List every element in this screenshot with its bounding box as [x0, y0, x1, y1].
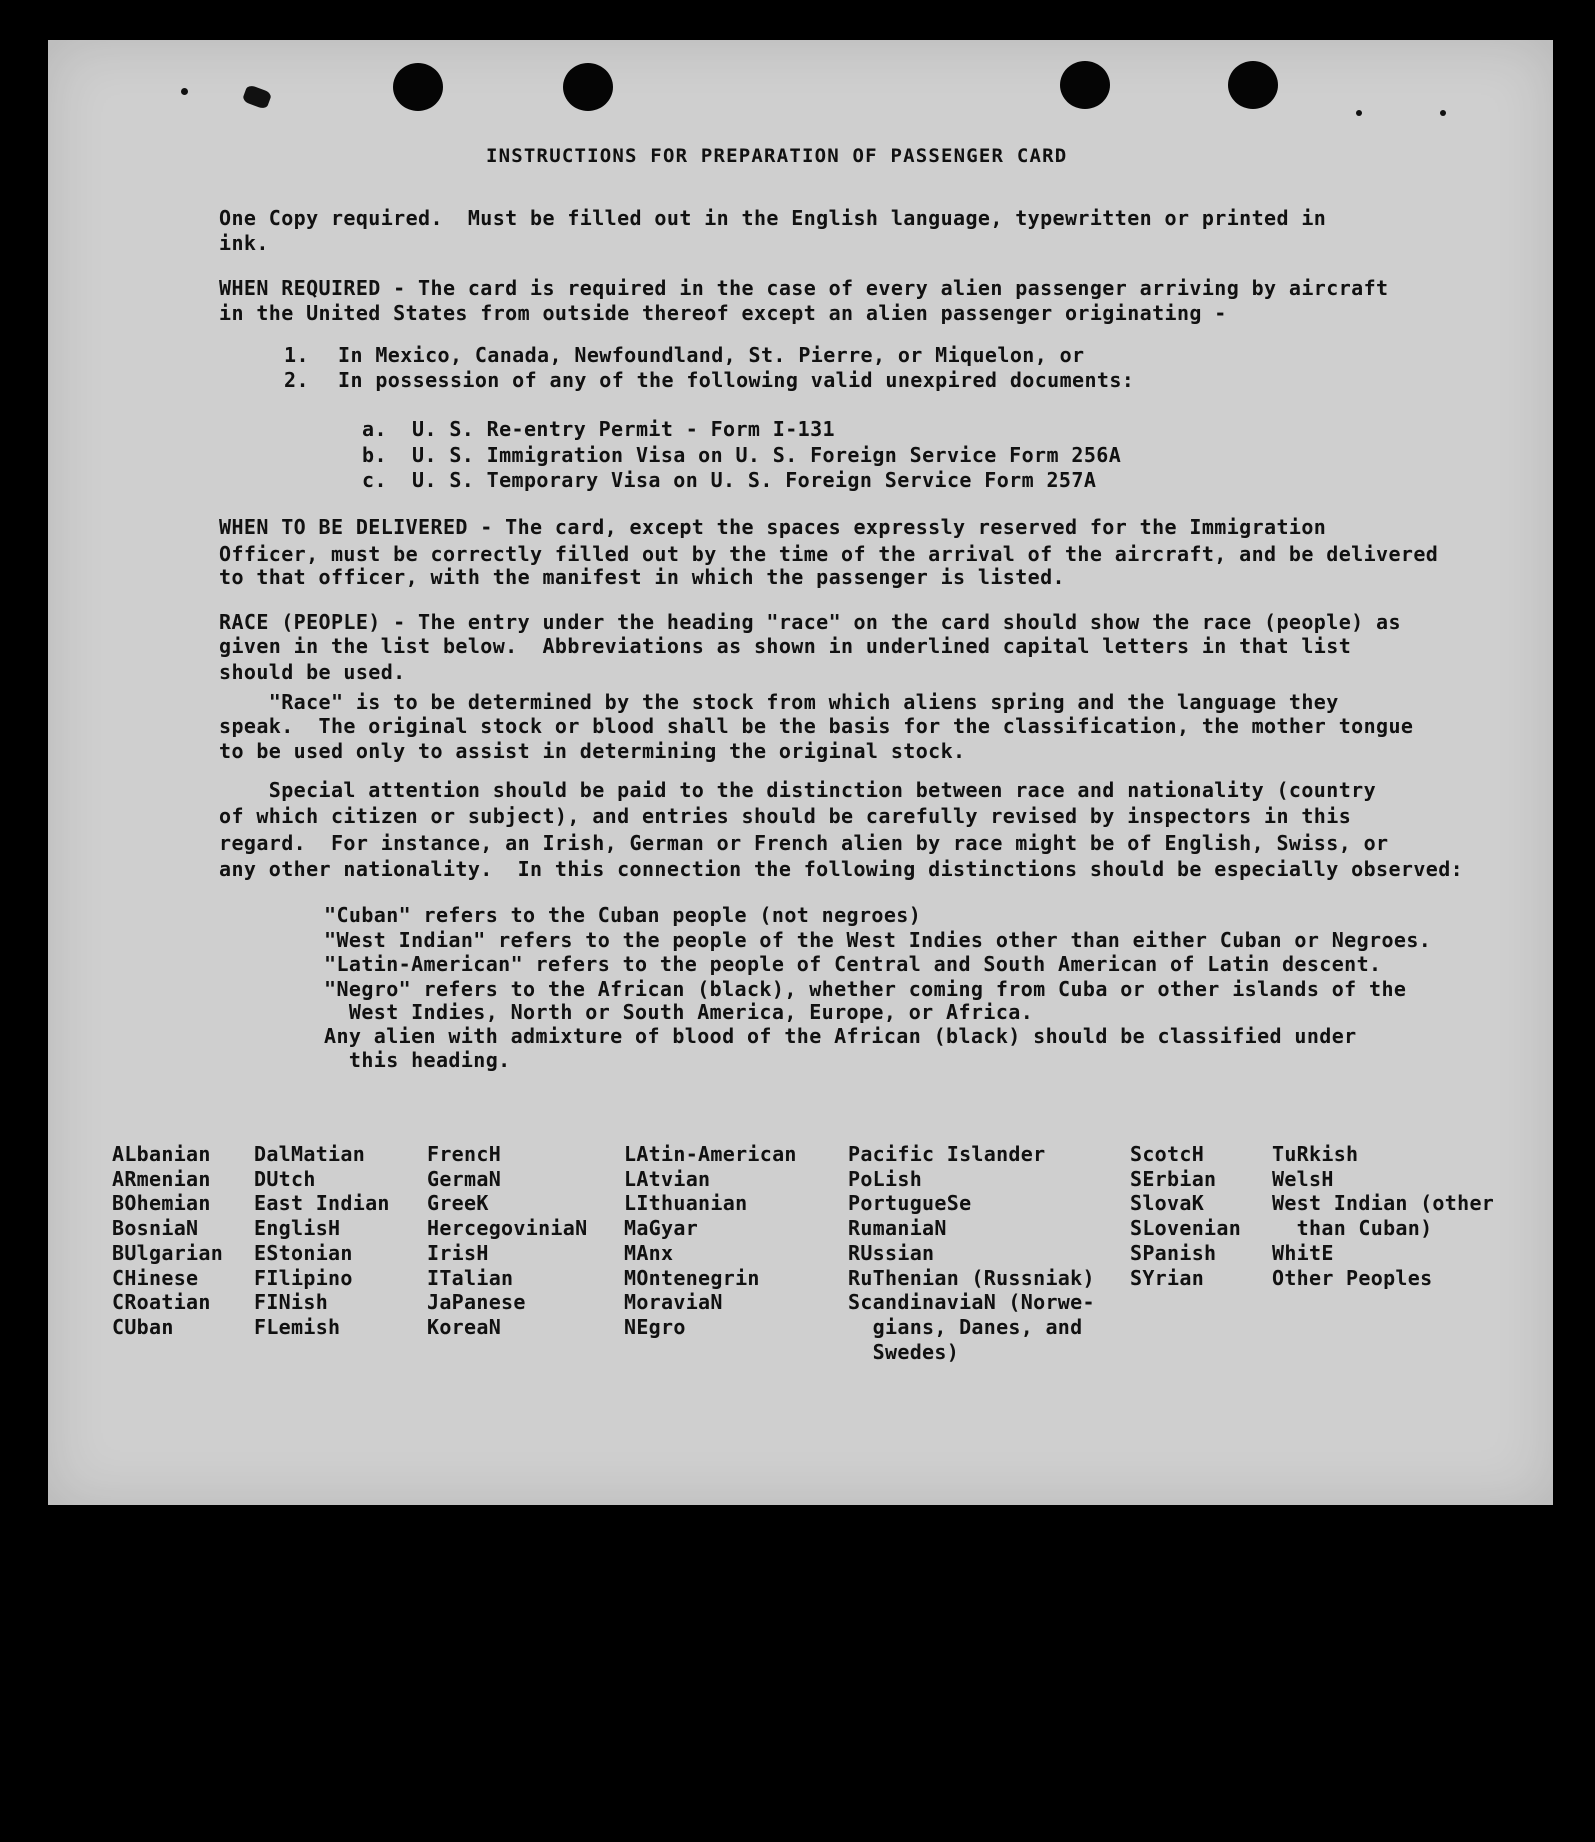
race-entry: Pacific Islander — [848, 1142, 1046, 1166]
punch-hole — [563, 63, 613, 111]
list-item-number: 1. — [284, 343, 309, 367]
when-delivered-line: to that officer, with the manifest in which the passenger is listed. — [219, 565, 1065, 589]
race-entry: LAtvian — [624, 1166, 711, 1191]
list-item: In Mexico, Canada, Newfoundland, St. Pierre, or Miquelon, or — [338, 343, 1085, 367]
race-entry: Swedes) — [848, 1339, 960, 1364]
race-column — [112, 1142, 223, 1340]
page-title: INSTRUCTIONS FOR PREPARATION OF PASSENGER CARD — [486, 145, 1068, 167]
when-delivered-line: WHEN TO BE DELIVERED - The card, except the spaces expressly reserved for the Immigration — [219, 515, 1327, 539]
when-delivered-line: Officer, must be correctly filled out by the time of the arrival of the aircraft, and be delivered — [219, 542, 1439, 566]
punch-hole — [1228, 61, 1278, 109]
race-entry: JaPanese — [427, 1290, 526, 1315]
race-paragraph-line: "Race" is to be determined by the stock from which aliens spring and the language they — [219, 690, 1339, 714]
distinction-line: this heading. — [324, 1048, 511, 1072]
race-entry: FrencH — [427, 1142, 502, 1166]
race-entry: LAtin-American — [624, 1142, 797, 1166]
race-entry: TuRkish — [1272, 1142, 1359, 1166]
race-entry: WhitE — [1272, 1240, 1334, 1265]
race-entry: SErbian — [1130, 1166, 1217, 1191]
race-entry: MoraviaN — [624, 1290, 723, 1315]
sublist-item: U. S. Temporary Visa on U. S. Foreign Service Form 257A — [412, 468, 1097, 492]
race-entry: West Indian (other — [1272, 1191, 1495, 1216]
when-required-line: in the United States from outside thereof except an alien passenger originating - — [219, 301, 1227, 325]
race-column — [427, 1142, 587, 1340]
race-entry: CRoatian — [112, 1290, 211, 1315]
race-entry: DUtch — [254, 1166, 316, 1191]
race-entry: IrisH — [427, 1240, 489, 1265]
race-entry: PortugueSe — [848, 1191, 972, 1216]
race-entry: ARmenian — [112, 1166, 211, 1191]
race-entry: CHinese — [112, 1265, 199, 1290]
race-entry: EnglisH — [254, 1216, 341, 1241]
race-entry: DalMatian — [254, 1142, 366, 1166]
distinction-line: "Negro" refers to the African (black), whether coming from Cuba or other islands of the — [324, 977, 1407, 1001]
sublist-letter: a. — [362, 417, 387, 441]
race-entry: FINish — [254, 1290, 329, 1315]
race-entry: SlovaK — [1130, 1191, 1205, 1216]
race-paragraph-line: to be used only to assist in determining the original stock. — [219, 739, 966, 763]
race-entry: MAnx — [624, 1240, 674, 1265]
ink-speck — [181, 88, 188, 95]
distinction-line: "West Indian" refers to the people of the West Indies other than either Cuban or Negroes. — [324, 928, 1432, 952]
race-entry: EStonian — [254, 1240, 353, 1265]
sublist-item: U. S. Immigration Visa on U. S. Foreign Service Form 256A — [412, 443, 1122, 467]
ink-speck — [242, 84, 273, 110]
document-page — [48, 40, 1553, 1505]
race-paragraph-line: given in the list below. Abbreviations as shown in underlined capital letters in that list — [219, 634, 1352, 658]
race-entry: KoreaN — [427, 1314, 502, 1339]
race-column — [848, 1142, 1095, 1364]
race-paragraph-line: regard. For instance, an Irish, German or French alien by race might be of English, Swiss, or — [219, 831, 1389, 855]
ink-speck — [1356, 110, 1362, 116]
race-paragraph-line: any other nationality. In this connection the following distinctions should be especially observed: — [219, 857, 1464, 881]
race-entry: East Indian — [254, 1191, 390, 1216]
distinction-line: Any alien with admixture of blood of the African (black) should be classified under — [324, 1024, 1357, 1048]
race-paragraph-line: speak. The original stock or blood shall be the basis for the classification, the mother tongue — [219, 714, 1414, 738]
race-entry: RuThenian (Russniak) — [848, 1265, 1095, 1290]
list-item-number: 2. — [284, 368, 309, 392]
race-paragraph-line: RACE (PEOPLE) - The entry under the heading "race" on the card should show the race (people) as — [219, 610, 1401, 634]
race-entry: SLovenian — [1130, 1216, 1242, 1241]
race-entry: ITalian — [427, 1265, 514, 1290]
punch-hole — [1060, 61, 1110, 109]
race-column — [254, 1142, 390, 1340]
intro-line: One Copy required. Must be filled out in the English language, typewritten or printed in — [219, 206, 1327, 230]
race-entry: MaGyar — [624, 1216, 699, 1241]
race-entry: ALbanian — [112, 1142, 211, 1166]
race-entry: FLemish — [254, 1314, 341, 1339]
race-entry: than Cuban) — [1272, 1216, 1433, 1241]
race-entry: BosniaN — [112, 1216, 199, 1241]
distinction-line: West Indies, North or South America, Europe, or Africa. — [324, 1000, 1034, 1024]
distinction-line: "Cuban" refers to the Cuban people (not negroes) — [324, 903, 922, 927]
race-entry: GermaN — [427, 1166, 502, 1191]
race-entry: WelsH — [1272, 1166, 1334, 1191]
race-entry: LIthuanian — [624, 1191, 748, 1216]
when-required-line: WHEN REQUIRED - The card is required in the case of every alien passenger arriving by aircraft — [219, 276, 1389, 300]
race-column — [1272, 1142, 1494, 1290]
race-entry: ScotcH — [1130, 1142, 1205, 1166]
race-entry: SYrian — [1130, 1265, 1205, 1290]
race-entry: CUban — [112, 1314, 174, 1339]
race-entry: MOntenegrin — [624, 1265, 760, 1290]
race-entry: GreeK — [427, 1191, 489, 1216]
sublist-letter: b. — [362, 443, 387, 467]
race-paragraph-line: should be used. — [219, 660, 406, 684]
race-entry: Other Peoples — [1272, 1265, 1433, 1290]
race-entry: RumaniaN — [848, 1216, 947, 1241]
race-entry: ScandinaviaN (Norwe- — [848, 1290, 1095, 1315]
race-entry: FIlipino — [254, 1265, 353, 1290]
race-paragraph-line: of which citizen or subject), and entries should be carefully revised by inspectors in this — [219, 804, 1352, 828]
race-entry: HercegoviniaN — [427, 1216, 588, 1241]
race-entry: gians, Danes, and — [848, 1314, 1083, 1339]
list-item: In possession of any of the following valid unexpired documents: — [338, 368, 1135, 392]
race-column — [1130, 1142, 1241, 1290]
race-entry: BUlgarian — [112, 1240, 224, 1265]
race-entry: SPanish — [1130, 1240, 1217, 1265]
distinction-line: "Latin-American" refers to the people of Central and South American of Latin descent. — [324, 952, 1382, 976]
sublist-item: U. S. Re-entry Permit - Form I-131 — [412, 417, 835, 441]
race-entry: BOhemian — [112, 1191, 211, 1216]
race-entry: NEgro — [624, 1314, 686, 1339]
ink-speck — [1440, 110, 1446, 116]
race-paragraph-line: Special attention should be paid to the distinction between race and nationality (country — [219, 778, 1377, 802]
race-column — [624, 1142, 797, 1340]
race-entry: PoLish — [848, 1166, 923, 1191]
intro-line: ink. — [219, 231, 269, 255]
race-entry: RUssian — [848, 1240, 935, 1265]
sublist-letter: c. — [362, 468, 387, 492]
punch-hole — [393, 63, 443, 111]
